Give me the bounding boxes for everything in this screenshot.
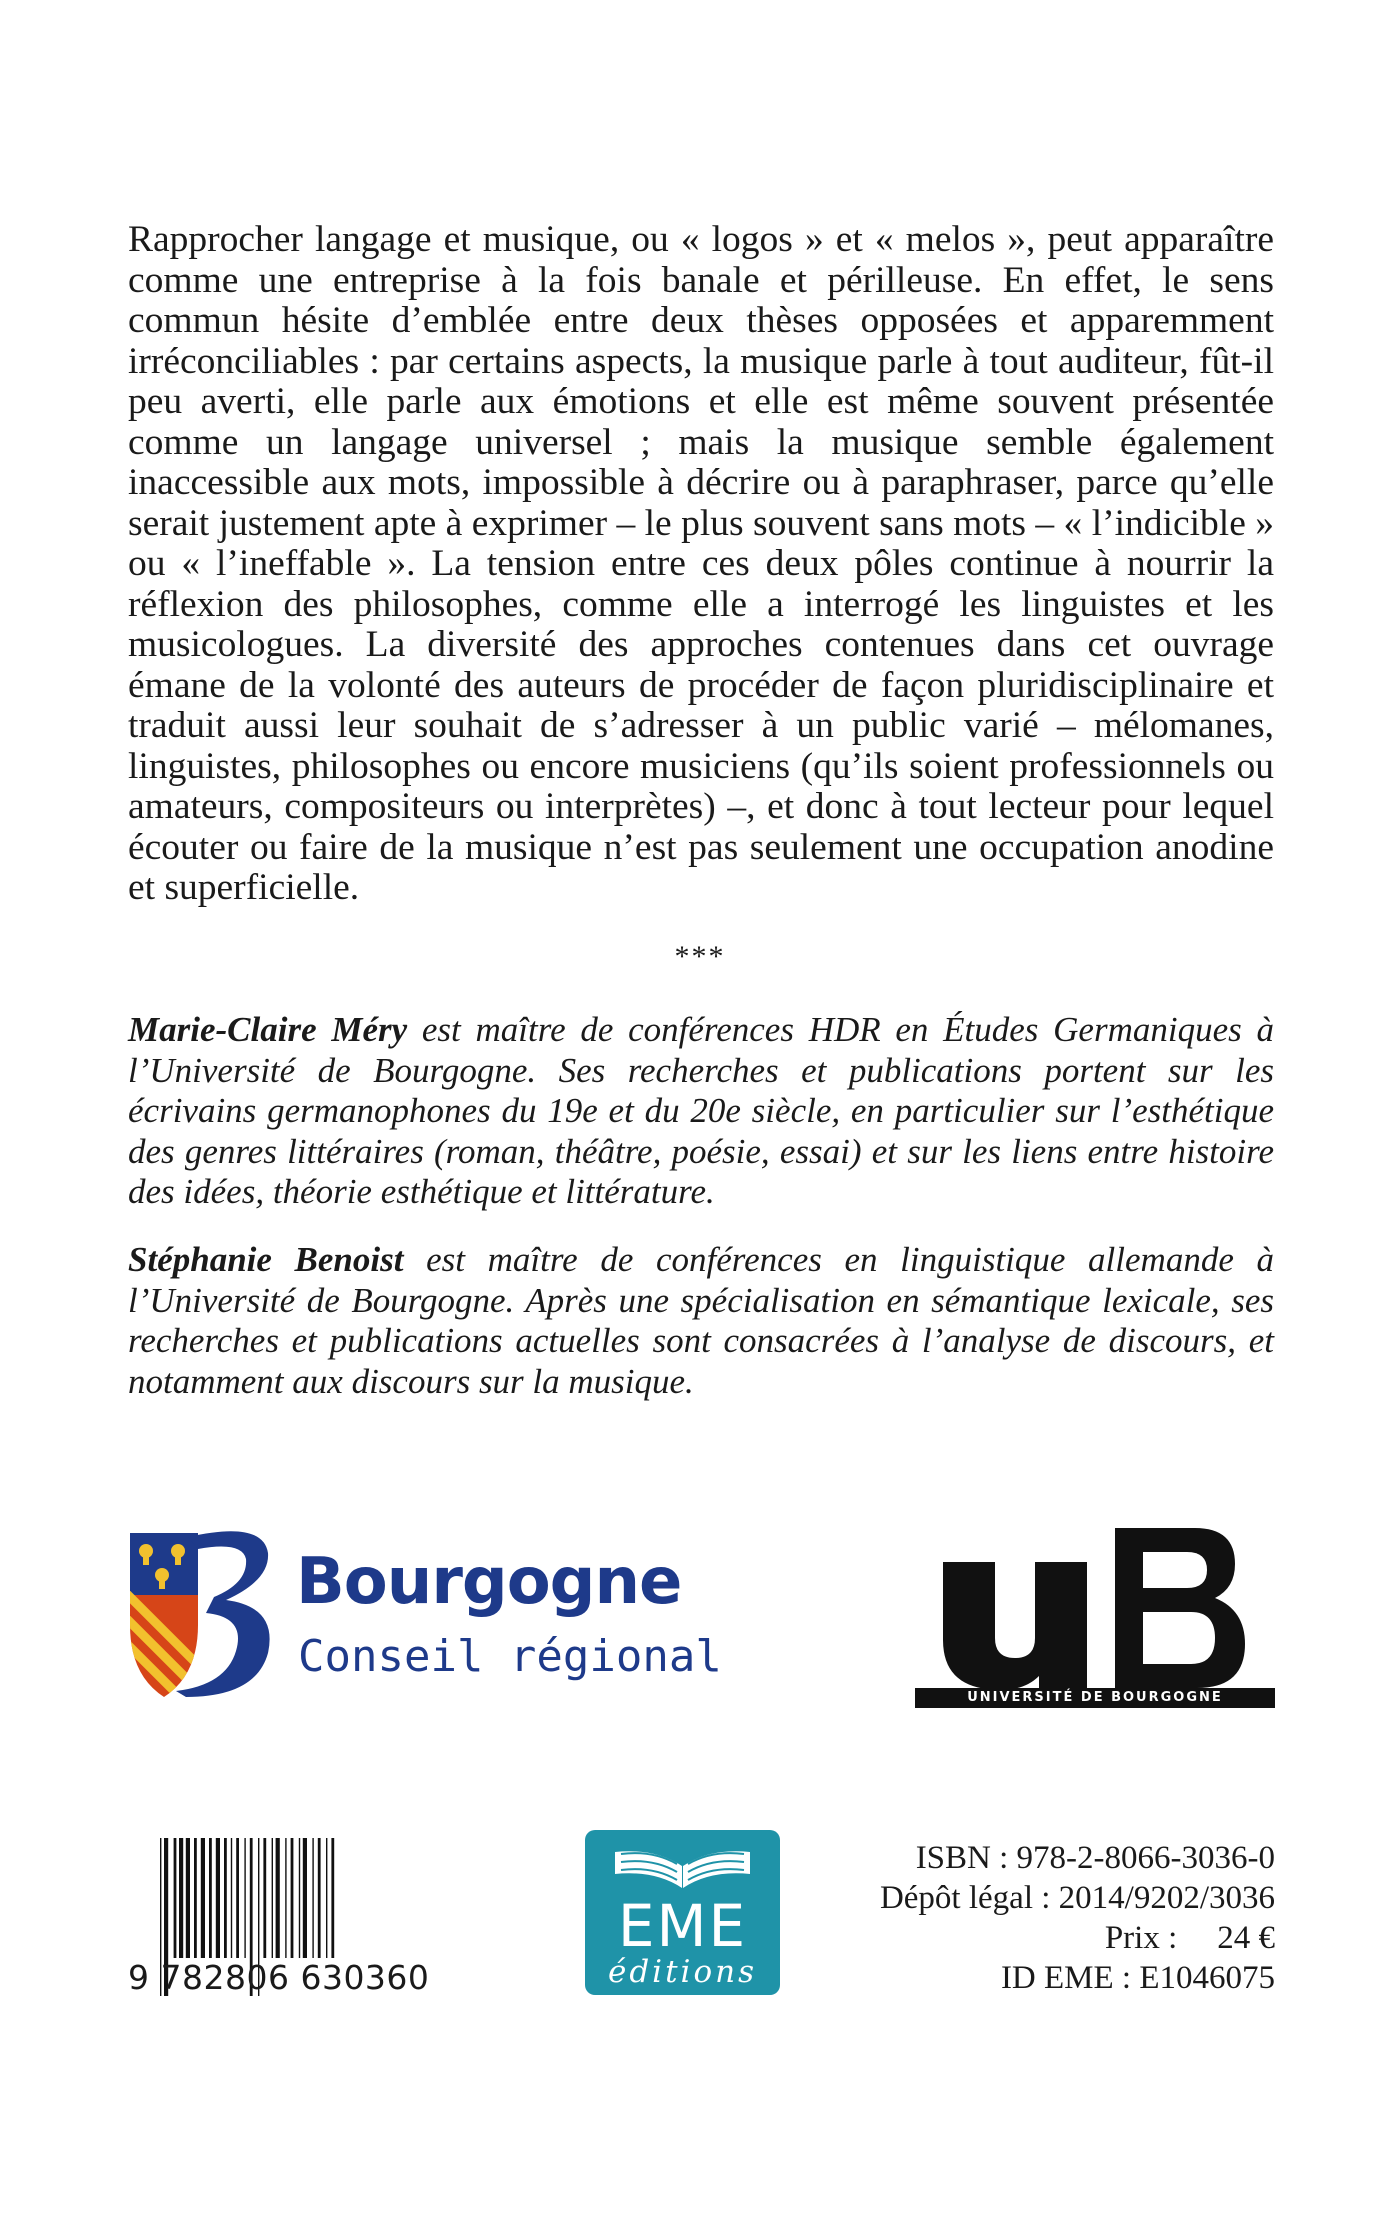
price-value: 24 €: [1217, 1920, 1275, 1956]
barcode-bar: [272, 1838, 273, 1958]
depot-legal: Dépôt légal : 2014/9202/3036: [879, 1880, 1275, 1916]
bourgogne-title: Bourgogne: [296, 1545, 682, 1619]
barcode-bar: [326, 1838, 327, 1958]
barcode-bar: [194, 1838, 197, 1958]
barcode-bar: [299, 1838, 300, 1958]
barcode-bar: [231, 1838, 232, 1958]
ub-monogram-icon: [915, 1520, 1275, 1690]
bourgogne-shield-icon: [128, 1525, 298, 1705]
barcode-bar: [186, 1838, 190, 1958]
barcode-bar: [263, 1838, 266, 1958]
blurb-paragraph: Rapprocher langage et musique, ou « logos » et « melos », peut apparaître comme une entreprise à la fois banale et périlleuse. En effet, le sens commun hésite d’emblée entre deux thèses opposées et apparemment irréconciliables : par certains aspects, la musique parle à tout auditeur, fût-il peu averti, elle parle aux émotions et elle est même souvent présentée comme un langage universel ; mais la musique semble également inaccessible aux mots, impossible à décrire ou à paraphraser, parce qu’elle serait justement apte à exprimer – le plus souvent sans mots – « l’indicible » ou « l’ineffable ». La tension entre ces deux pôles continue à nourrir la réflexion des philosophes, comme elle a interrogé les linguistes et les musicologues. La diversité des approches contenues dans cet ouvrage émane de la volonté des auteurs de procéder de façon pluridisciplinaire et traduit aussi leur souhait de s’adresser à un public varié – mélomanes, linguistes, philosophes ou encore musiciens (qu’ils soient professionnels ou amateurs, compositeurs ou interprètes) –, et donc à tout lecteur pour lequel écouter ou faire de la musique n’est pas seulement une occupation anodine et superficielle.: [128, 219, 1274, 908]
eme-subtitle: éditions: [607, 1954, 757, 1990]
price-line: [820, 1918, 1275, 1958]
author-name: Stéphanie Benoist: [128, 1240, 404, 1279]
eme-title: EME: [617, 1892, 748, 1960]
isbn: ISBN : 978-2-8066-3036-0: [915, 1840, 1275, 1876]
eme-editions-logo: [585, 1830, 780, 1995]
barcode-bar: [224, 1838, 227, 1958]
open-book-icon: [585, 1830, 780, 1900]
barcode-bar: [236, 1838, 239, 1958]
author-bio-text: est maître de conférences HDR en Études Germaniques à l’Université de Bourgogne. Ses recherches et publications portent sur les écrivains germanophones du 19e et du 20e siècle, en particulier sur l’esthétique des genres littéraires (roman, théâtre, poésie, essai) et sur les liens entre histoire des idées, théorie esthétique et littérature.: [128, 1010, 1274, 1211]
author-bio-2: [128, 1240, 1274, 1402]
barcode-bar: [285, 1838, 286, 1958]
barcode-bar: [201, 1838, 205, 1958]
barcode-bar: [244, 1838, 245, 1958]
id-eme: ID EME : E1046075: [1000, 1960, 1275, 1996]
barcode-digits: 9 782806 630360: [128, 1958, 430, 1997]
barcode-bar: [303, 1838, 307, 1958]
barcode-bar: [331, 1838, 334, 1958]
section-separator: ***: [674, 940, 726, 973]
universite-bourgogne-logo: [915, 1520, 1275, 1710]
author-bio-1: [128, 1010, 1274, 1213]
barcode-bar: [209, 1838, 212, 1958]
bourgogne-logo: [128, 1525, 722, 1705]
barcode-bar: [318, 1838, 321, 1958]
barcode-bar: [276, 1838, 280, 1958]
bourgogne-subtitle: Conseil régional: [298, 1631, 722, 1682]
ub-caption: UNIVERSITÉ DE BOURGOGNE: [915, 1688, 1275, 1708]
barcode-bar: [291, 1838, 294, 1958]
barcode-bar: [312, 1838, 313, 1958]
price-label: Prix :: [1104, 1920, 1178, 1956]
barcode-bar: [174, 1838, 177, 1958]
author-name: Marie-Claire Méry: [128, 1010, 408, 1049]
publication-info: [820, 1838, 1275, 1998]
barcode-bar: [179, 1838, 183, 1958]
barcode-bar: [216, 1838, 220, 1958]
author-bio-text: est maître de conférences en linguistique allemande à l’Université de Bourgogne. Après une spécialisation en sémantique lexicale, ses recherches et publications actuelles sont consacrées à l’analyse de discours, et notamment aux discours sur la musique.: [128, 1240, 1274, 1401]
